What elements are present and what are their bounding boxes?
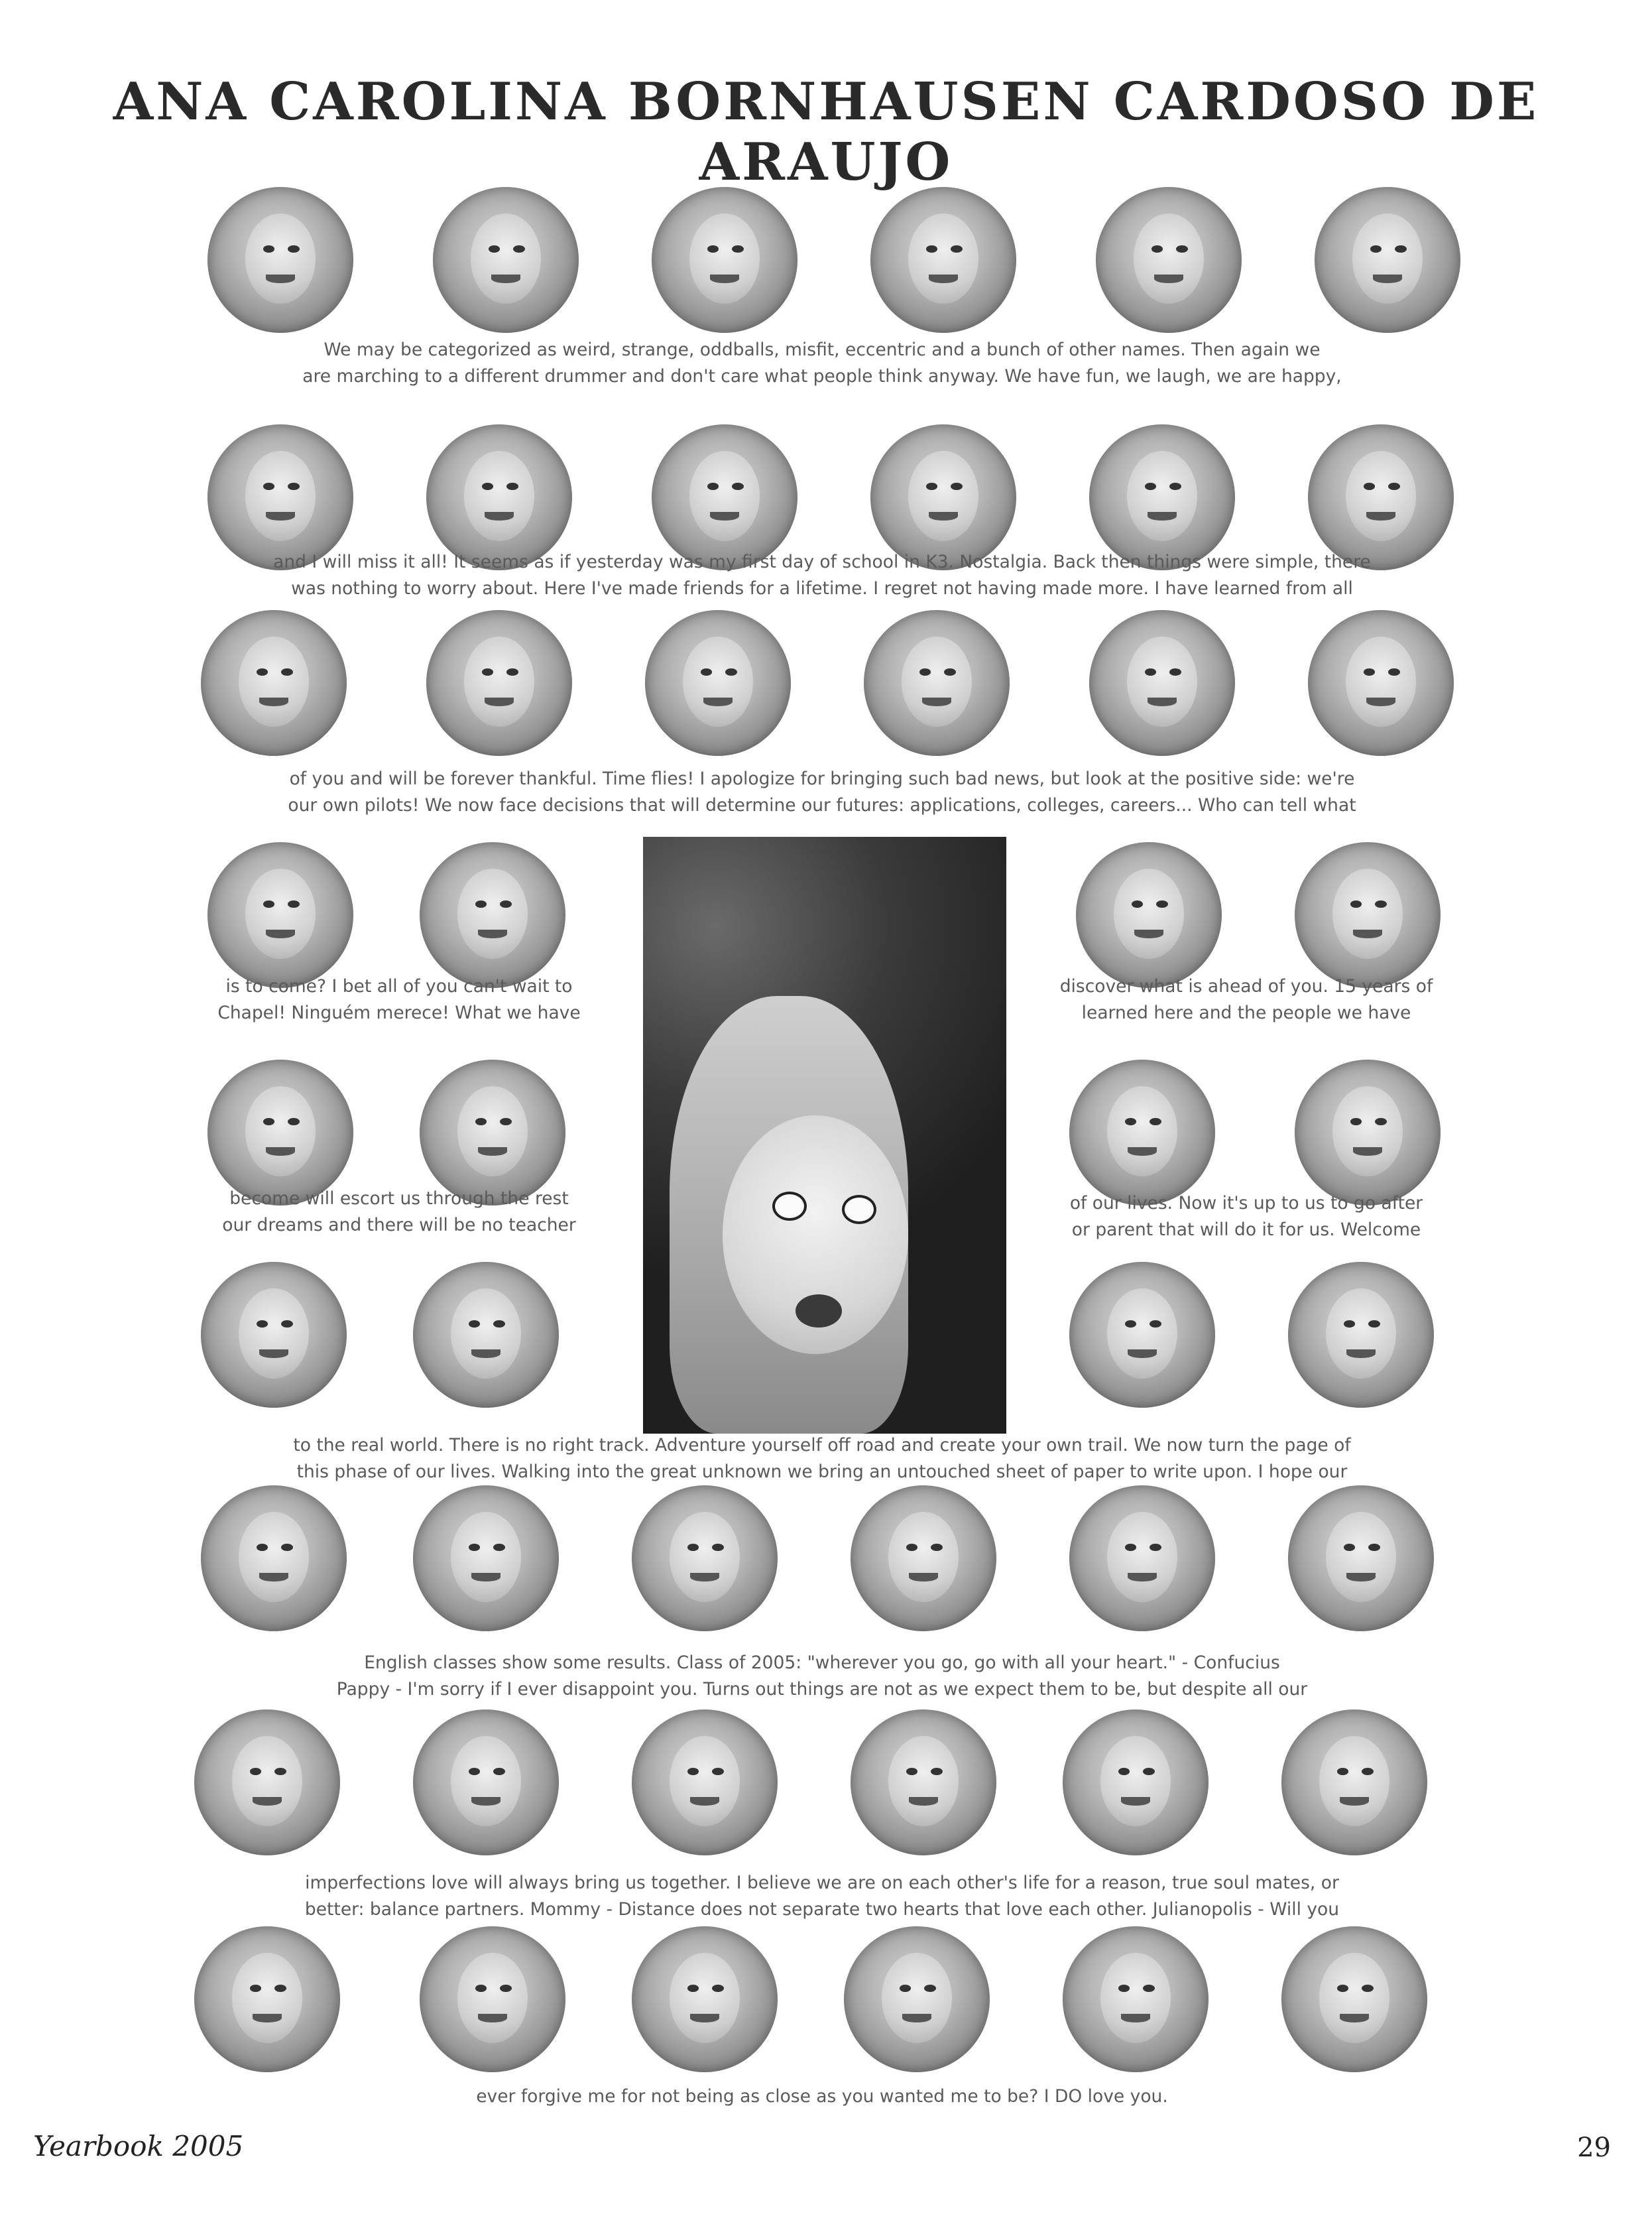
student-photo — [652, 424, 797, 570]
text-block-5-left — [174, 1186, 624, 1239]
text-line: imperfections love will always bring us together. I believe we are on each other's life for a reason, true soul mates, or — [305, 1873, 1339, 1893]
text-line: is to come? I bet all of you can't wait to — [225, 976, 573, 997]
student-photo — [1063, 1926, 1209, 2072]
student-photo — [1295, 842, 1441, 988]
student-photo — [1089, 610, 1235, 756]
student-photo — [413, 1485, 559, 1631]
text-line: to the real world. There is no right track. Adventure yourself off road and create your own trail. We now turn the page of — [293, 1435, 1351, 1456]
student-photo — [207, 424, 353, 570]
student-photo — [844, 1926, 990, 2072]
photo-row-8 — [0, 1709, 1652, 1862]
student-photo — [1281, 1709, 1427, 1855]
text-line: ever forgive me for not being as close as you wanted me to be? I DO love you. — [476, 2086, 1168, 2107]
student-photo — [1063, 1709, 1209, 1855]
text-block-9 — [172, 2083, 1472, 2110]
student-photo — [851, 1709, 996, 1855]
page-number: 29 — [1577, 2133, 1611, 2163]
text-line: Chapel! Ninguém merece! What we have — [217, 1003, 581, 1023]
student-photo — [1069, 1060, 1215, 1206]
student-photo — [207, 842, 353, 988]
student-photo — [420, 1926, 565, 2072]
text-line: of our lives. Now it's up to us to go after — [1069, 1193, 1423, 1213]
student-photo — [413, 1262, 559, 1408]
student-photo — [851, 1485, 996, 1631]
student-photo — [1076, 842, 1222, 988]
text-line: English classes show some results. Class of 2005: "wherever you go, go with all your heart." - Confucius — [364, 1652, 1280, 1673]
student-photo — [201, 610, 347, 756]
student-photo — [870, 187, 1016, 333]
text-block-5-right — [1021, 1190, 1472, 1243]
student-photo — [1315, 187, 1460, 333]
text-line: and I will miss it all! It seems as if yesterday was my first day of school in K3. Nostalgia. Back then things were simple, there — [273, 552, 1371, 572]
text-line: learned here and the people we have — [1081, 1003, 1411, 1023]
student-photo — [1089, 424, 1235, 570]
text-line: better: balance partners. Mommy - Distance does not separate two hearts that love each other. Julianopolis - Will you — [304, 1899, 1340, 1920]
student-photo — [1096, 187, 1242, 333]
text-line: become will escort us through the rest — [229, 1188, 569, 1209]
student-photo — [194, 1926, 340, 2072]
student-photo — [201, 1485, 347, 1631]
student-photo — [420, 842, 565, 988]
text-block-6 — [172, 1432, 1472, 1485]
student-photo — [870, 424, 1016, 570]
student-photo — [1281, 1926, 1427, 2072]
featured-portrait-photo — [643, 837, 1006, 1434]
student-photo — [433, 187, 579, 333]
student-photo — [632, 1709, 778, 1855]
student-photo — [1069, 1485, 1215, 1631]
student-photo — [1308, 610, 1454, 756]
text-block-3 — [172, 766, 1472, 819]
text-line: our own pilots! We now face decisions that will determine our futures: applications, colleges, careers... Who can tell what — [288, 795, 1356, 816]
student-photo — [426, 610, 572, 756]
student-photo — [201, 1262, 347, 1408]
student-photo — [413, 1709, 559, 1855]
student-photo — [632, 1485, 778, 1631]
student-photo — [207, 1060, 353, 1206]
text-line: or parent that will do it for us. Welcome — [1071, 1219, 1421, 1240]
photo-row-7 — [0, 1485, 1652, 1638]
student-photo — [864, 610, 1010, 756]
text-block-2 — [172, 549, 1472, 602]
page-title: ANA CAROLINA BORNHAUSEN CARDOSO DE ARAUJO — [113, 72, 1539, 192]
photo-row-3 — [0, 610, 1652, 763]
text-line: We may be categorized as weird, strange, oddballs, misfit, eccentric and a bunch of other names. Then again we — [324, 340, 1321, 360]
student-photo — [1288, 1262, 1434, 1408]
student-photo — [1295, 1060, 1441, 1206]
text-block-8 — [172, 1870, 1472, 1923]
student-photo — [645, 610, 791, 756]
text-block-1 — [172, 337, 1472, 390]
student-photo — [420, 1060, 565, 1206]
footer-yearbook-label: Yearbook 2005 — [33, 2130, 244, 2162]
text-line: discover what is ahead of you. 15 years of — [1059, 976, 1433, 997]
text-line: of you and will be forever thankful. Time flies! I apologize for bringing such bad news, but look at the positive side: we're — [289, 769, 1355, 789]
text-block-4-left — [174, 973, 624, 1026]
student-photo — [207, 187, 353, 333]
photo-row-1 — [0, 187, 1652, 340]
student-photo — [632, 1926, 778, 2072]
student-photo — [1288, 1485, 1434, 1631]
text-block-4-right — [1021, 973, 1472, 1026]
text-line: was nothing to worry about. Here I've made friends for a lifetime. I regret not having made more. I have learned from all — [291, 578, 1353, 599]
text-block-7 — [172, 1650, 1472, 1703]
text-line: this phase of our lives. Walking into the great unknown we bring an untouched sheet of paper to write upon. I hope our — [296, 1461, 1348, 1482]
student-photo — [1308, 424, 1454, 570]
student-photo — [194, 1709, 340, 1855]
student-photo — [1069, 1262, 1215, 1408]
student-photo — [652, 187, 797, 333]
photo-row-9 — [0, 1926, 1652, 2079]
student-photo — [426, 424, 572, 570]
text-line: our dreams and there will be no teacher — [222, 1215, 576, 1235]
text-line: Pappy - I'm sorry if I ever disappoint you. Turns out things are not as we expect them to be, but despite all our — [336, 1679, 1308, 1700]
text-line: are marching to a different drummer and don't care what people think anyway. We have fun, we laugh, we are happy, — [302, 366, 1342, 387]
